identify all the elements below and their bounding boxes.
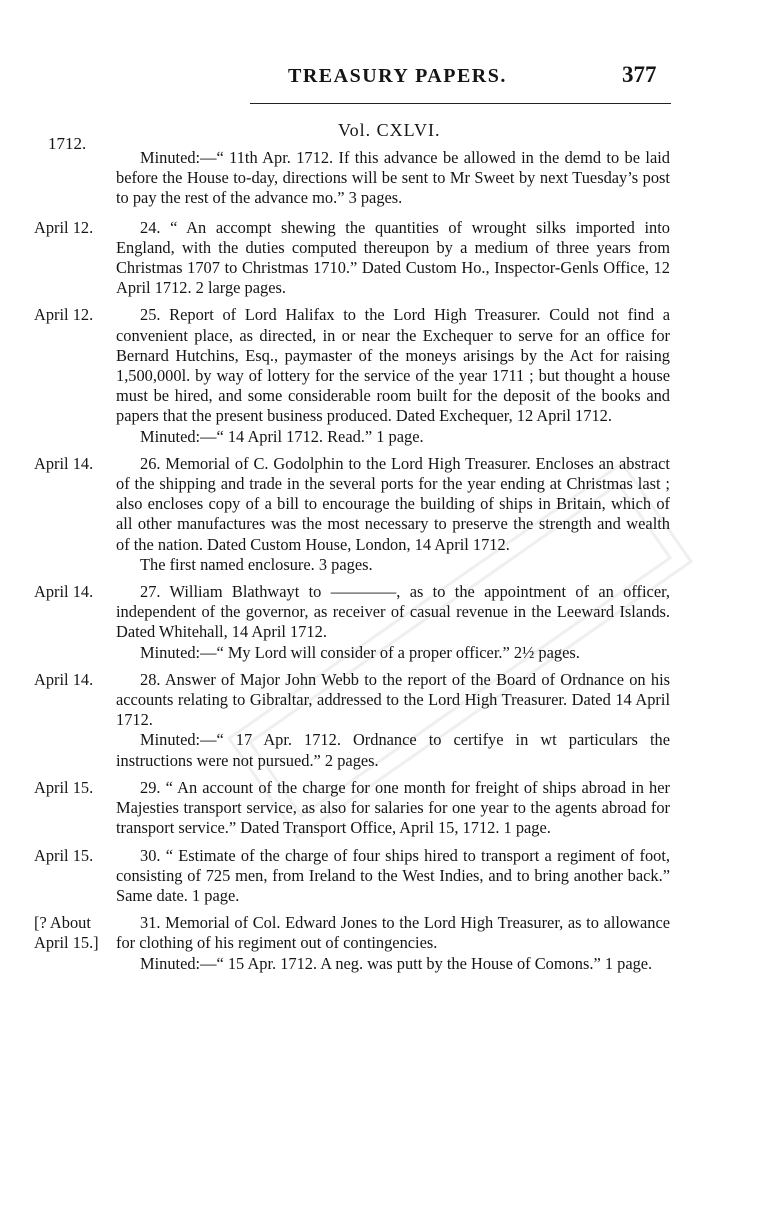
entry-date: April 12. (34, 217, 94, 237)
entry-date: April 15. (34, 845, 94, 865)
entry-enclosure-note: The first named enclosure. 3 pages. (140, 554, 373, 574)
page-number: 377 (622, 62, 657, 87)
entry-24 (34, 218, 670, 299)
entry-paragraph: 28. Answer of Major John Webb to the report of the Board of Ordnance on his accounts relating to Gibraltar, addressed to the Lord High Treasurer. Dated 14 April 1712. (116, 669, 670, 730)
entries-list (34, 148, 670, 981)
entry-paragraph: 27. William Blathwayt to ————, as to the appointment of an officer, independent of the governor, as receiver of casual revenue in the Leeward Islands. Dated Whitehall, 14 April 1712. (116, 582, 670, 642)
entry-date: April 15. (34, 777, 94, 797)
entry-date: April 14. (34, 669, 94, 689)
entry-25 (34, 305, 670, 446)
entry-date: April 14. (34, 453, 94, 473)
volume-heading: Vol. CXLVI. (338, 120, 441, 140)
entry-27 (34, 582, 670, 663)
entry-date: April 14. (34, 582, 94, 602)
entry-paragraph: Minuted:—“ 11th Apr. 1712. If this advance be allowed in the demd to be laid before the House to-day, directions will be sent to Mr Sweet by next Tuesday’s post to pay the rest of the advance mo.” 3 pages. (116, 148, 670, 208)
entry-minute: Minuted:—“ 17 Apr. 1712. Ordnance to certifye in wt particulars the instructions were not pursued.” 2 pages. (116, 730, 670, 770)
entry-minute: Minuted:—“ 14 April 1712. Read.” 1 page. (140, 426, 424, 446)
entry-29 (34, 778, 670, 839)
entry-31 (34, 913, 670, 974)
entry-date: April 12. (34, 305, 94, 325)
entry-date: [? About April 15.] (34, 913, 99, 953)
running-title: TREASURY PAPERS. (288, 65, 507, 87)
page-header (0, 62, 770, 102)
entry-paragraph: 29. “ An account of the charge for one month for freight of ships abroad in her Majesties transport service, as also for salaries for one year to the agents abroad for transport service.” Dated Transport Office, April 15, 1712. 1 page. (116, 777, 670, 838)
entry-continuation (34, 148, 670, 209)
entry-paragraph: 26. Memorial of C. Godolphin to the Lord High Treasurer. Encloses an abstract of the shipping and trade in the several ports for the year ending at Christmas last ; also encloses copy of a bill to encourage the building of ships in Britain, which of all other manufactures was the most necessary to preserve the strength and wealth of the nation. Dated Custom House, London, 14 April 1712. (116, 453, 670, 554)
entry-minute: Minuted:—“ 15 Apr. 1712. A neg. was putt by the House of Comons.” 1 page. (140, 953, 653, 973)
entry-paragraph: 25. Report of Lord Halifax to the Lord High Treasurer. Could not find a convenient place, as directed, in or near the Exchequer to serve for an office for Bernard Hutchins, Esq., paymaster of the moneys arisings by the Act for raising 1,500,000l. by way of lottery for the service of the year 1711 ; but thought a house must be hired, and some considerable room built for the deposit of the books and papers that the present business produced. Dated Exchequer, 12 April 1712. (116, 305, 670, 426)
entry-paragraph: 24. “ An accompt shewing the quantities of wrought silks imported into England, with the duties computed thereupon by a medium of three years from Christmas 1707 to Christmas 1710.” Dated Custom Ho., Inspector-Genls Office, 12 April 1712. 2 large pages. (116, 217, 670, 298)
header-rule (250, 103, 671, 104)
entry-paragraph: 30. “ Estimate of the charge of four ships hired to transport a regiment of foot, consisting of 725 men, from Ireland to the West Indies, and to bring another back.” Same date. 1 page. (116, 845, 670, 905)
year-margin-label: 1712. (48, 134, 87, 153)
entry-30 (34, 846, 670, 907)
entry-minute: Minuted:—“ My Lord will consider of a proper officer.” 2½ pages. (140, 642, 580, 662)
entry-26 (34, 454, 670, 575)
entry-28 (34, 670, 670, 771)
entry-paragraph: 31. Memorial of Col. Edward Jones to the Lord High Treasurer, as to allowance for clothing of his regiment out of contingencies. (116, 913, 670, 953)
